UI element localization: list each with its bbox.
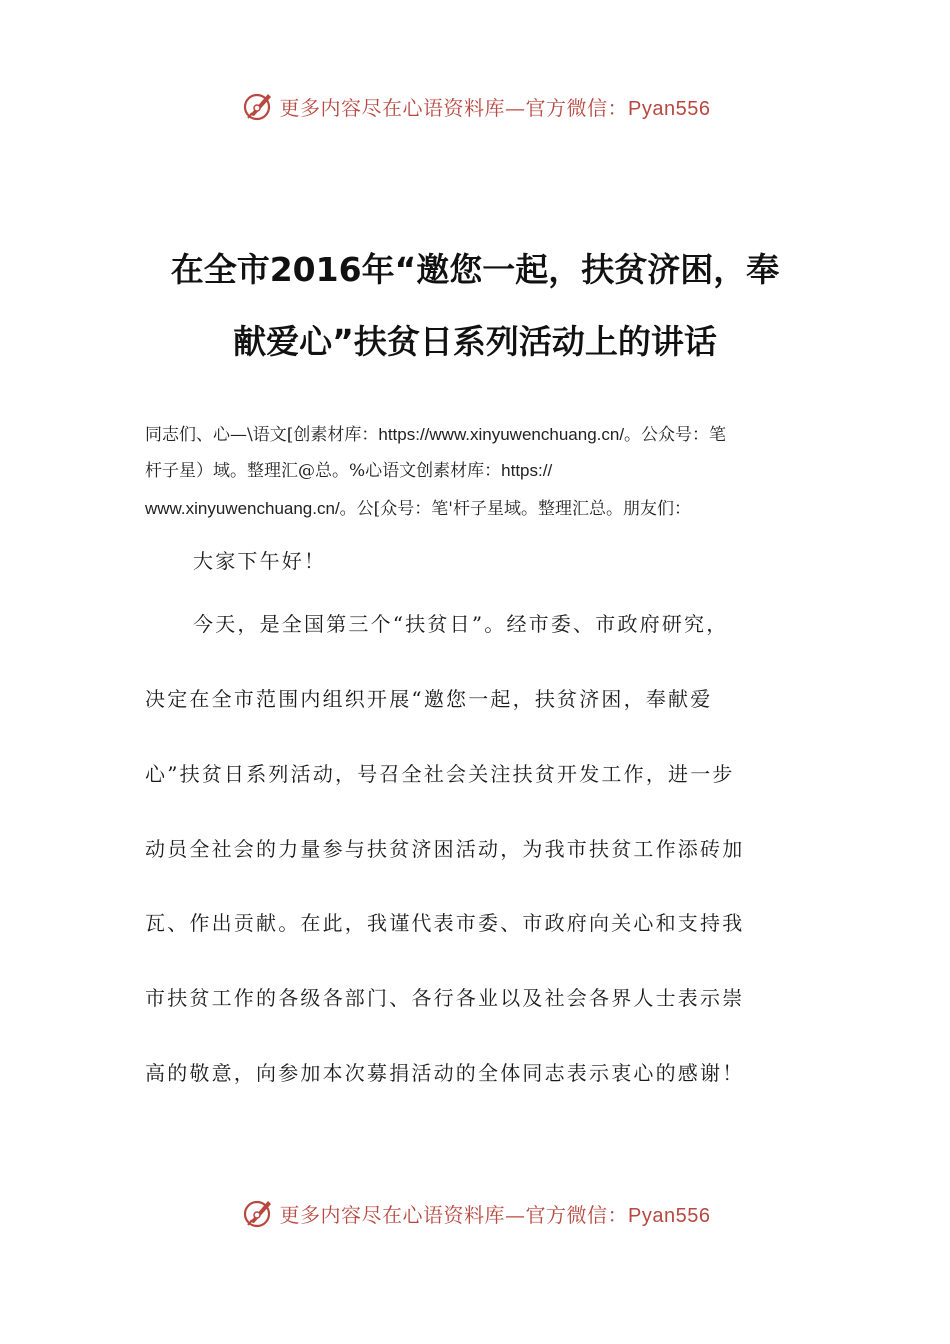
body-line: 高的敬意，向参加本次募捐活动的全体同志表示衷心的感谢！ (145, 1061, 745, 1085)
quill-logo-icon (240, 1195, 276, 1231)
header-banner (0, 84, 950, 128)
body-line: 瓦、作出贡献。在此，我谨代表市委、市政府向关心和支持我 (145, 911, 745, 935)
greeting: 大家下午好！ (193, 549, 327, 573)
intro-line-3: www.xinyuwenchuang.cn/。公[众号：笔'杆子星域。整理汇总。朋友们： (145, 499, 691, 519)
intro-line-2: 杆子星）域。整理汇@总。%心语文创素材库：https:// (145, 461, 553, 481)
body-line: 决定在全市范围内组织开展“邀您一起，扶贫济困，奉献爱 (145, 687, 713, 711)
wechat-id: Pyan556 (628, 1204, 711, 1227)
body-line: 市扶贫工作的各级各部门、各行各业以及社会各界人士表示崇 (145, 986, 745, 1010)
wechat-id: Pyan556 (628, 97, 711, 120)
page-title-line-2: 献爱心”扶贫日系列活动上的讲话 (233, 322, 717, 361)
body-line: 心”扶贫日系列活动，号召全社会关注扶贫开发工作，进一步 (145, 762, 735, 786)
body-line: 动员全社会的力量参与扶贫济困活动，为我市扶贫工作添砖加 (145, 837, 745, 861)
footer-banner (0, 1191, 950, 1235)
quill-logo-icon (240, 88, 276, 124)
banner-text: 更多内容尽在心语资料库—官方微信：Pyan556 (279, 95, 711, 120)
body-line: 今天，是全国第三个“扶贫日”。经市委、市政府研究， (193, 612, 729, 636)
intro-line-1: 同志们、心—\语文[创素材库：https://www.xinyuwenchuang.cn/。公众号：笔 (145, 425, 727, 445)
banner-text: 更多内容尽在心语资料库—官方微信：Pyan556 (279, 1202, 711, 1227)
source-link[interactable]: https://www.xinyuwenchuang.cn/ (378, 425, 625, 444)
page-title-line-1: 在全市2016年“邀您一起，扶贫济困，奉 (170, 250, 780, 289)
